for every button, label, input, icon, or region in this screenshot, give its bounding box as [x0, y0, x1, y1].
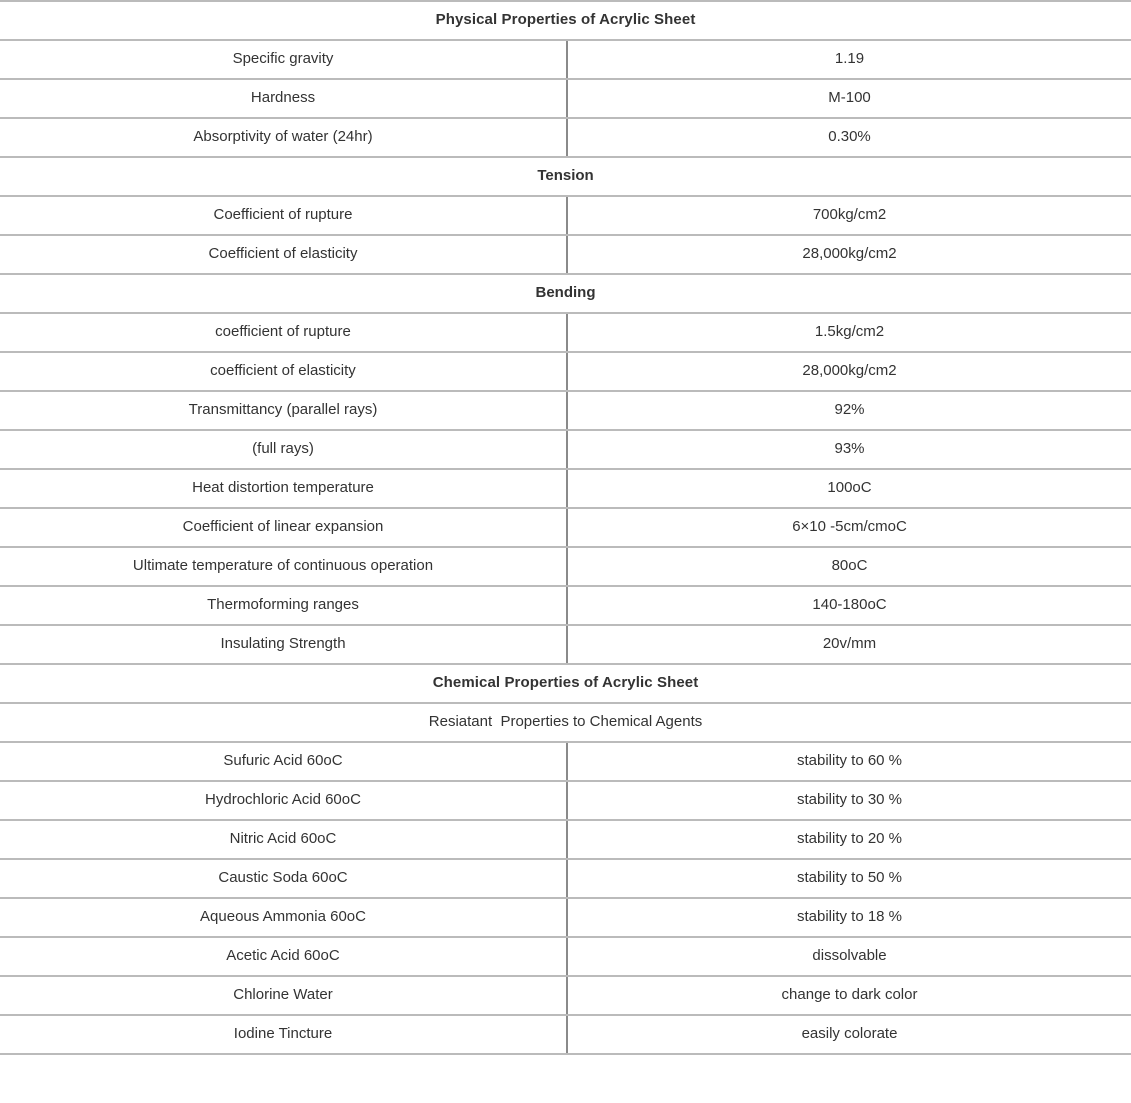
table-row	[0, 859, 1131, 898]
table-row	[0, 1015, 1131, 1054]
table-row	[0, 40, 1131, 79]
table-section-title-row	[0, 664, 1131, 703]
table-row	[0, 313, 1131, 352]
table-row	[0, 742, 1131, 781]
table-row	[0, 547, 1131, 586]
table-subsection-header-row	[0, 157, 1131, 196]
table-row	[0, 898, 1131, 937]
table-section-title-row	[0, 1, 1131, 40]
property-value-cell: stability to 20 %	[567, 820, 1131, 859]
section-title: Chemical Properties of Acrylic Sheet	[0, 664, 1131, 703]
property-value-cell: stability to 30 %	[567, 781, 1131, 820]
property-label-cell: Coefficient of linear expansion	[0, 508, 567, 547]
property-value-cell: stability to 18 %	[567, 898, 1131, 937]
property-value-cell: change to dark color	[567, 976, 1131, 1015]
property-value-cell: 1.19	[567, 40, 1131, 79]
property-value-cell: 28,000kg/cm2	[567, 352, 1131, 391]
property-label-cell: Specific gravity	[0, 40, 567, 79]
property-value-cell: 6×10 -5cm/cmoC	[567, 508, 1131, 547]
property-value-cell: 28,000kg/cm2	[567, 235, 1131, 274]
table-subtitle-row	[0, 703, 1131, 742]
table-row	[0, 352, 1131, 391]
property-label-cell: Insulating Strength	[0, 625, 567, 664]
property-value-cell: stability to 50 %	[567, 859, 1131, 898]
property-value-cell: dissolvable	[567, 937, 1131, 976]
subsection-header: Tension	[0, 157, 1131, 196]
property-label-cell: Hydrochloric Acid 60oC	[0, 781, 567, 820]
property-label-cell: (full rays)	[0, 430, 567, 469]
table-row	[0, 118, 1131, 157]
property-value-cell: stability to 60 %	[567, 742, 1131, 781]
property-value-cell: easily colorate	[567, 1015, 1131, 1054]
table-row	[0, 235, 1131, 274]
table-row	[0, 79, 1131, 118]
property-value-cell: 100oC	[567, 469, 1131, 508]
property-label-cell: Nitric Acid 60oC	[0, 820, 567, 859]
property-value-cell: 0.30%	[567, 118, 1131, 157]
table-row	[0, 508, 1131, 547]
property-label-cell: Thermoforming ranges	[0, 586, 567, 625]
property-value-cell: 80oC	[567, 547, 1131, 586]
property-value-cell: 1.5kg/cm2	[567, 313, 1131, 352]
property-label-cell: Transmittancy (parallel rays)	[0, 391, 567, 430]
property-label-cell: Acetic Acid 60oC	[0, 937, 567, 976]
table-subsection-header-row	[0, 274, 1131, 313]
property-label-cell: coefficient of rupture	[0, 313, 567, 352]
table-row	[0, 430, 1131, 469]
property-label-cell: Iodine Tincture	[0, 1015, 567, 1054]
property-label-cell: Heat distortion temperature	[0, 469, 567, 508]
table-body	[0, 1, 1131, 1054]
property-label-cell: Absorptivity of water (24hr)	[0, 118, 567, 157]
table-row	[0, 781, 1131, 820]
table-row	[0, 391, 1131, 430]
section-title: Physical Properties of Acrylic Sheet	[0, 1, 1131, 40]
property-label-cell: Aqueous Ammonia 60oC	[0, 898, 567, 937]
property-label-cell: coefficient of elasticity	[0, 352, 567, 391]
property-label-cell: Sufuric Acid 60oC	[0, 742, 567, 781]
property-value-cell: 93%	[567, 430, 1131, 469]
property-value-cell: 700kg/cm2	[567, 196, 1131, 235]
property-label-cell: Caustic Soda 60oC	[0, 859, 567, 898]
subsection-header: Bending	[0, 274, 1131, 313]
property-value-cell: 92%	[567, 391, 1131, 430]
table-row	[0, 586, 1131, 625]
property-label-cell: Coefficient of rupture	[0, 196, 567, 235]
property-value-cell: 20v/mm	[567, 625, 1131, 664]
table-row	[0, 937, 1131, 976]
property-value-cell: M-100	[567, 79, 1131, 118]
property-label-cell: Chlorine Water	[0, 976, 567, 1015]
table-row	[0, 196, 1131, 235]
table-row	[0, 820, 1131, 859]
table-row	[0, 625, 1131, 664]
property-label-cell: Hardness	[0, 79, 567, 118]
property-label-cell: Coefficient of elasticity	[0, 235, 567, 274]
table-subtitle: Resiatant Properties to Chemical Agents	[0, 703, 1131, 742]
property-value-cell: 140-180oC	[567, 586, 1131, 625]
property-label-cell: Ultimate temperature of continuous operation	[0, 547, 567, 586]
table-row	[0, 976, 1131, 1015]
table-row	[0, 469, 1131, 508]
